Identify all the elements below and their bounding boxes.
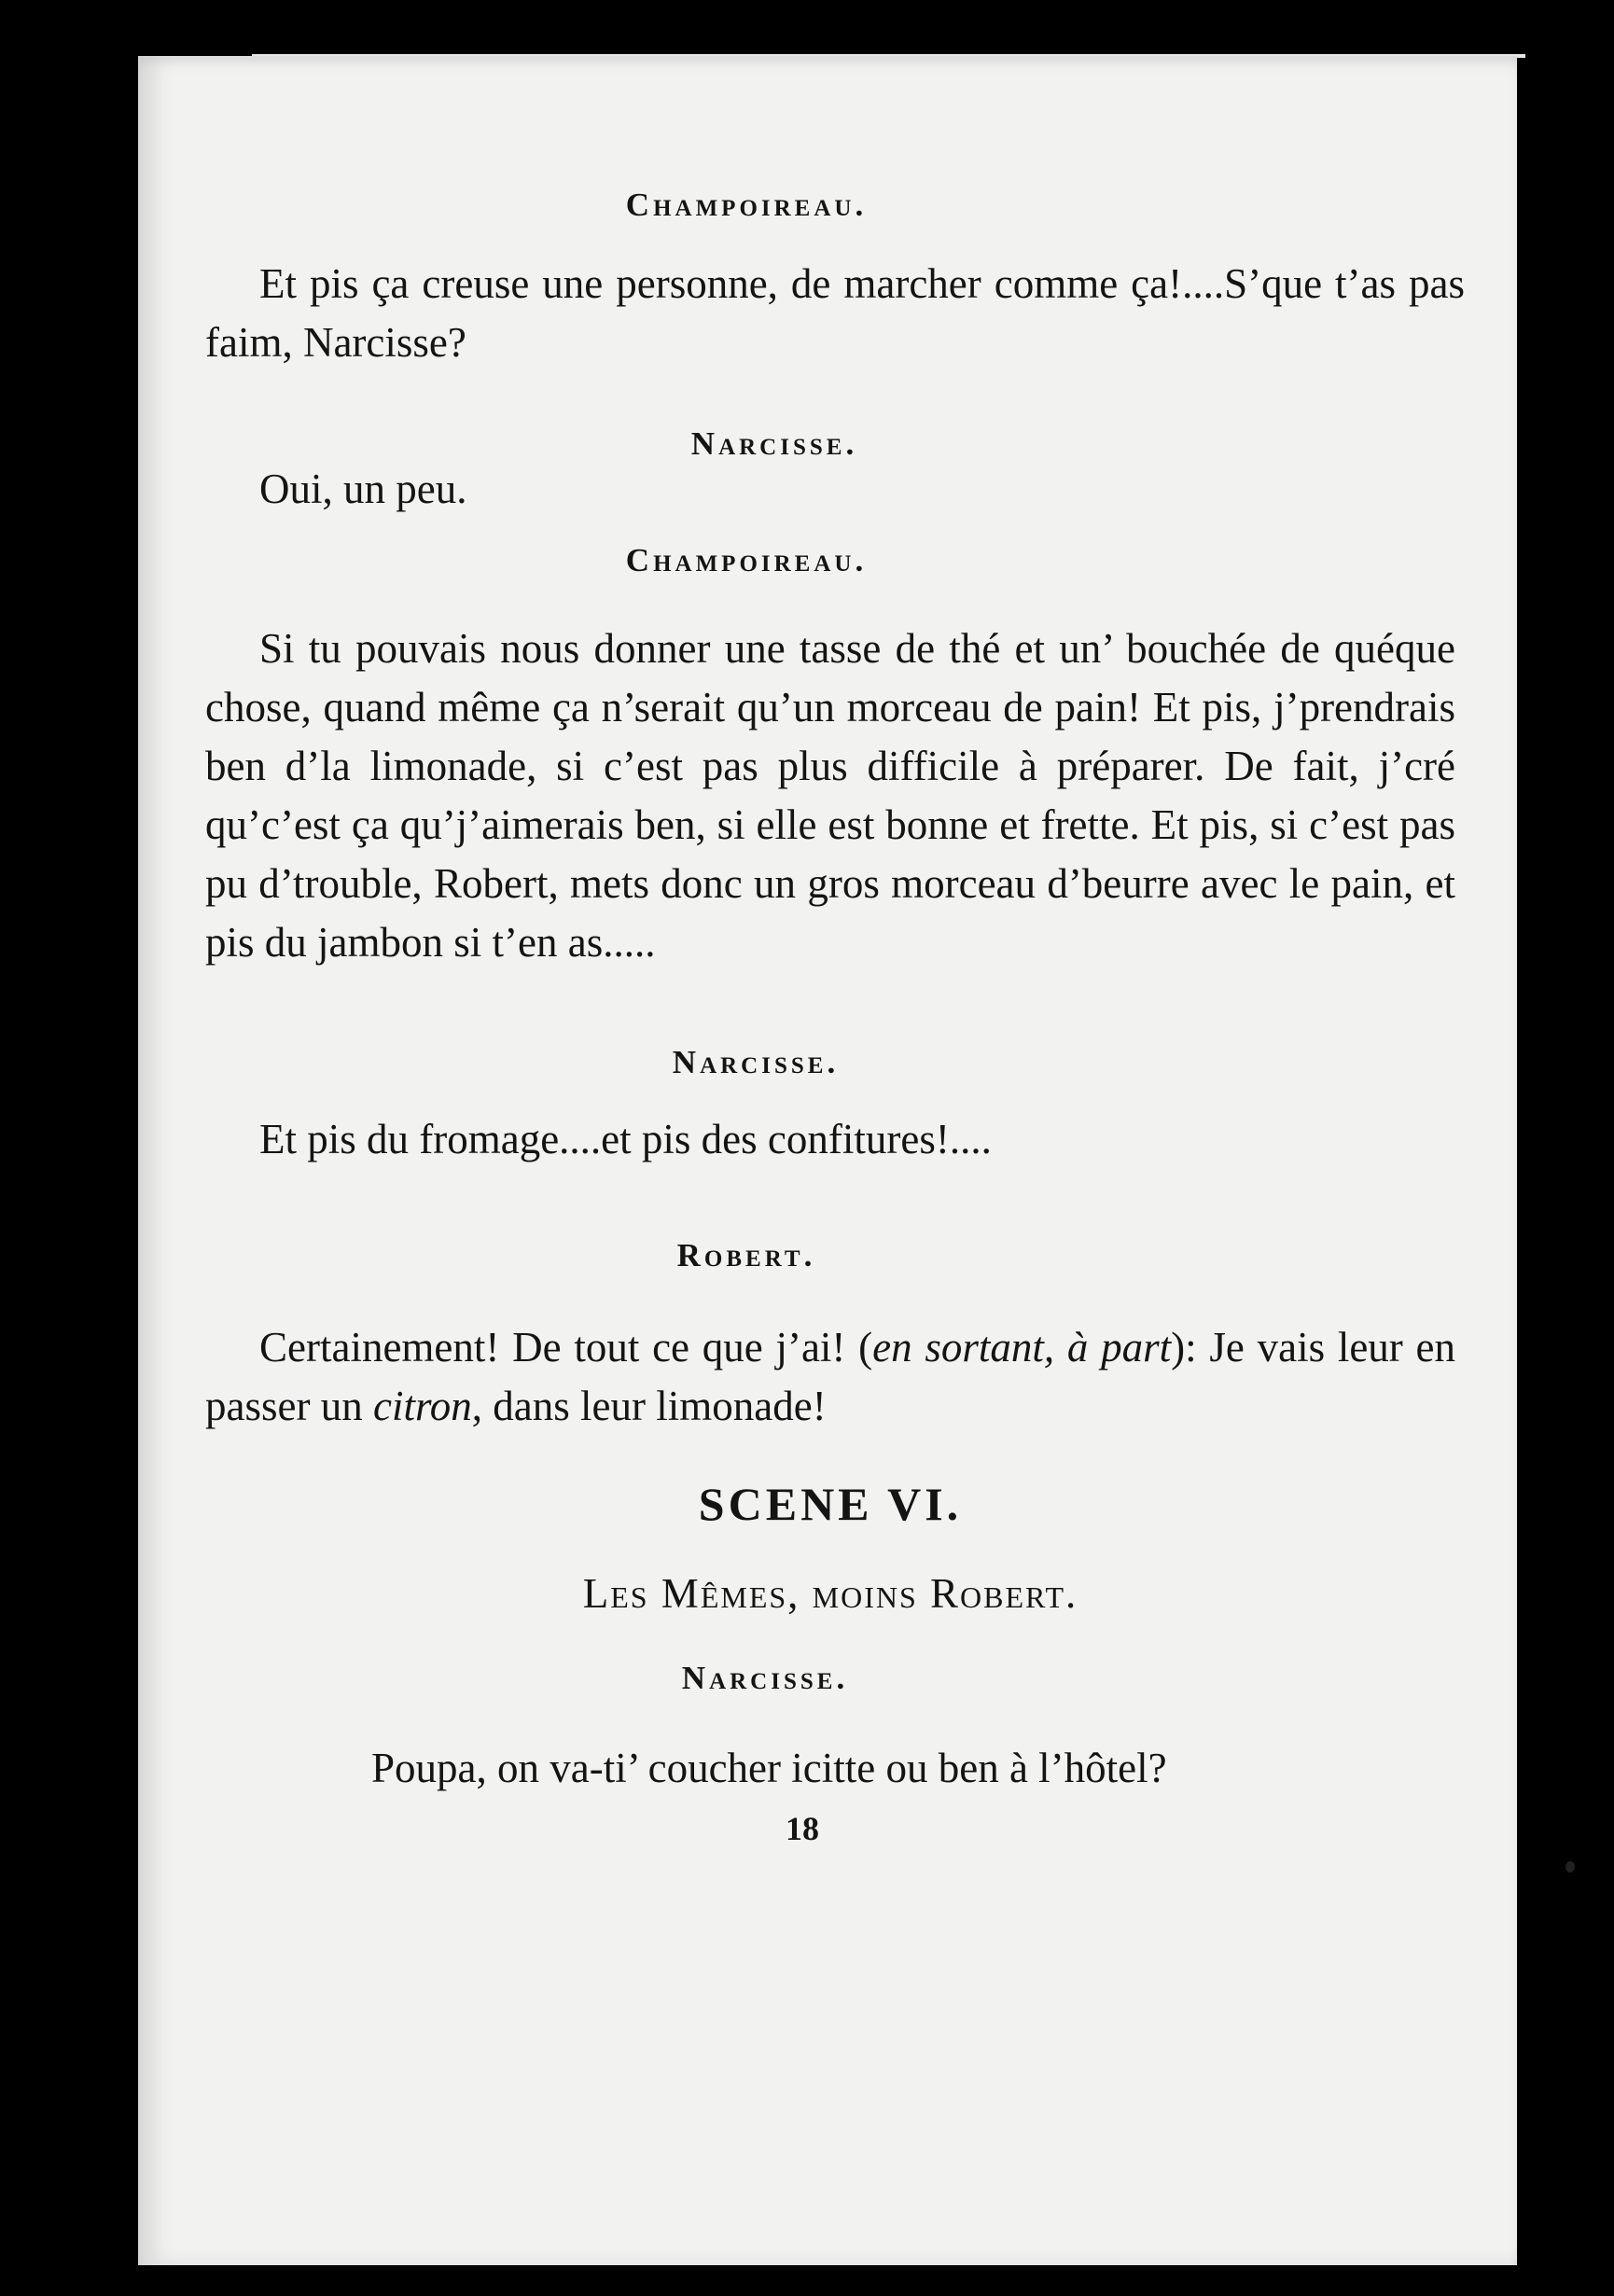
dialogue-line: Poupa, on va-ti’ coucher icitte ou ben à l’hôtel? [371, 1745, 1167, 1791]
page-text [205, 182, 1465, 1852]
dialogue-block-2 [205, 421, 1455, 519]
stage-direction: en sortant, à part [872, 1324, 1172, 1371]
dialogue-block-4 [205, 1039, 1455, 1169]
speaker-name: Champoireau. [625, 187, 868, 223]
speaker-name: Narcisse. [690, 425, 858, 462]
dialogue-line: Si tu pouvais nous donner une tasse de thé et un’ bouchée de quéque chose, quand même ça n’serait qu’un morceau de pain! Et pis, j’prendrais ben d’la limonade, si c’est pas plus difficile à préparer. De fait, j’cré qu’c’est ça qu’j’aimerais ben, si elle est bonne et frette. Et pis, si c’est pas pu d’trouble, Robert, mets donc un gros morceau d’beurre avec le pain, et pis du jambon si t’en as..... [205, 625, 1455, 966]
dialogue-block-1 [205, 182, 1465, 372]
dialogue-text: Certainement! De tout ce que j’ai! ( [259, 1324, 873, 1371]
dialogue-line: Et pis ça creuse une personne, de marcher comme ça!....S’que t’as pas faim, Narcisse? [205, 260, 1465, 366]
speaker-name: Champoireau. [625, 542, 868, 578]
dialogue-block-5 [205, 1232, 1455, 1436]
emphasis-word: citron [372, 1383, 472, 1429]
ink-speck [1565, 1861, 1575, 1872]
speaker-name: Robert. [676, 1237, 816, 1273]
dialogue-line [205, 1318, 1455, 1436]
dialogue-block-6 [205, 1655, 1455, 1798]
dialogue-text: ): Je vais leur en passer un [205, 1324, 1455, 1429]
page-number: 18 [786, 1810, 819, 1847]
scene-heading [205, 1471, 1455, 1623]
scene-title: SCENE VI. [698, 1478, 963, 1530]
dialogue-block-3 [205, 537, 1455, 972]
dialogue-text: , dans leur limonade! [471, 1383, 827, 1429]
scene-characters: Les Mêmes, moins Robert. [582, 1570, 1078, 1617]
speaker-name: Narcisse. [672, 1044, 840, 1080]
speaker-name: Narcisse. [681, 1660, 849, 1696]
dialogue-line: Et pis du fromage....et pis des confitures!.... [259, 1116, 992, 1162]
dialogue-line: Oui, un peu. [259, 466, 467, 512]
